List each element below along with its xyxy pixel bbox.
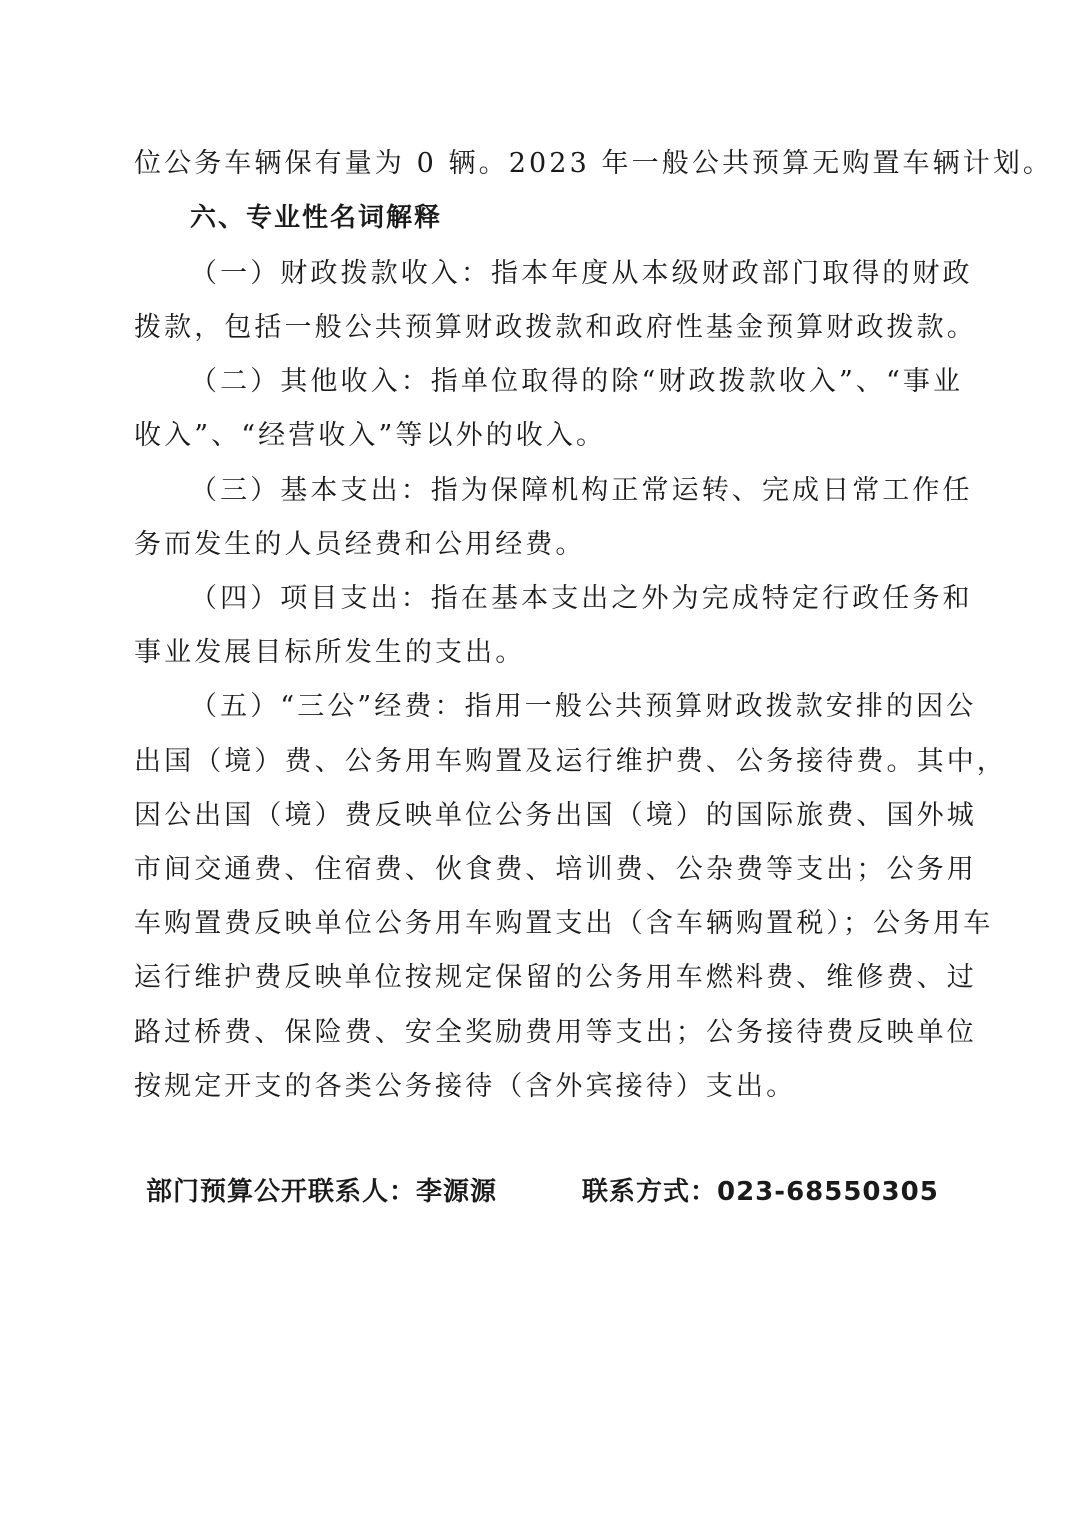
definition-5-line-1: （五）“三公”经费：指用一般公共预算财政拨款安排的因公 <box>190 691 977 722</box>
definition-5-line-4: 市间交通费、住宿费、伙食费、培训费、公杂费等支出；公务用 <box>134 854 977 885</box>
definition-5-line-2: 出国（境）费、公务用车购置及运行维护费、公务接待费。其中， <box>134 746 1007 777</box>
definition-4-line-2: 事业发展目标所发生的支出。 <box>134 637 526 668</box>
definition-5-line-5: 车购置费反映单位公务用车购置支出（含车辆购置税）；公务用车 <box>134 908 994 939</box>
definition-2-line-1: （二）其他收入：指单位取得的除“财政拨款收入”、“事业 <box>190 366 964 397</box>
contact-method: 联系方式：023-68550305 <box>582 1177 939 1207</box>
definition-1-line-2: 拨款，包括一般公共预算财政拨款和政府性基金预算财政拨款。 <box>134 312 977 343</box>
definition-5-line-6: 运行维护费反映单位按规定保留的公务用车燃料费、维修费、过 <box>134 962 977 993</box>
definition-4-line-1: （四）项目支出：指在基本支出之外为完成特定行政任务和 <box>190 583 973 614</box>
definition-1-line-1: （一）财政拨款收入：指本年度从本级财政部门取得的财政 <box>190 258 973 289</box>
contact-person: 部门预算公开联系人：李源源 <box>146 1177 498 1207</box>
definition-5-line-8: 按规定开支的各类公务接待（含外宾接待）支出。 <box>134 1071 797 1102</box>
intro-line-1: 位公务车辆保有量为 0 辆。2023 年一般公共预算无购置车辆计划。 <box>134 148 1054 179</box>
definition-5-line-7: 路过桥费、保险费、安全奖励费用等支出；公务接待费反映单位 <box>134 1017 977 1048</box>
definition-3-line-2: 务而发生的人员经费和公用经费。 <box>134 529 586 560</box>
definition-2-line-2: 收入”、“经营收入”等以外的收入。 <box>134 420 607 451</box>
section-heading: 六、专业性名词解释 <box>190 203 443 233</box>
definition-5-line-3: 因公出国（境）费反映单位公务出国（境）的国际旅费、国外城 <box>134 800 977 831</box>
definition-3-line-1: （三）基本支出：指为保障机构正常运转、完成日常工作任 <box>190 475 973 506</box>
